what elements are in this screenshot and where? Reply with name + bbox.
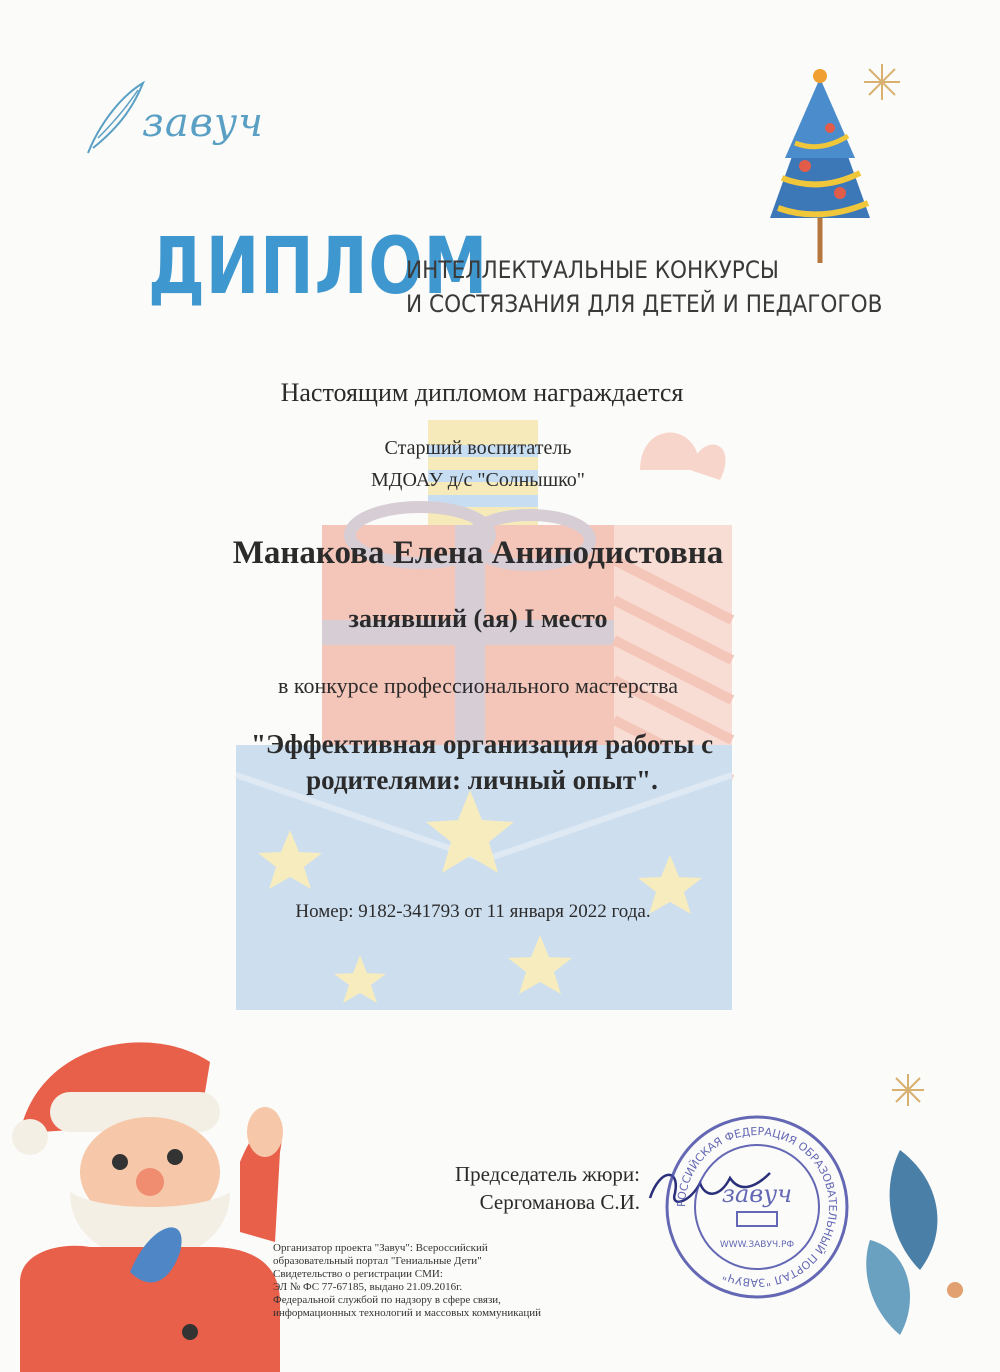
jury-name: Сергоманова С.И.: [479, 1190, 640, 1214]
footer-line-2: образовательный портал "Гениальные Дети": [273, 1255, 482, 1267]
contest-line: в конкурсе профессионального мастерства: [278, 673, 678, 698]
diploma-title: ДИПЛОМ: [148, 222, 489, 312]
subtitle-line-2: И СОСТЯЗАНИЯ ДЛЯ ДЕТЕЙ И ПЕДАГОГОВ: [406, 290, 883, 318]
stamp-ring-text: РОССИЙСКАЯ ФЕДЕРАЦИЯ ОБРАЗОВАТЕЛЬНЫЙ ПОРТАЛ "ЗАВУЧ": [674, 1124, 840, 1290]
contest-topic: [0, 726, 982, 798]
logo-text: завуч: [142, 100, 265, 146]
diploma-subtitle: [406, 253, 882, 321]
stamp-bottom-text: WWW.ЗАВУЧ.РФ: [719, 1240, 795, 1250]
footer-line-4: ЭЛ № ФС 77-67185, выдано 21.09.2016г.: [273, 1281, 463, 1293]
footer-line-1: Организатор проекта "Завуч": Всероссийский: [273, 1242, 488, 1254]
diploma-number: Номер: 9182-341793 от 11 января 2022 года.: [295, 901, 651, 922]
recipient-organization: МДОАУ д/с "Солнышко": [371, 469, 585, 491]
award-line: Настоящим дипломом награждается: [280, 378, 684, 407]
subtitle-line-1: ИНТЕЛЛЕКТУАЛЬНЫЕ КОНКУРСЫ: [406, 256, 779, 284]
recipient-position: Старший воспитатель: [384, 437, 572, 459]
footer-line-3: Свидетельство о регистрации СМИ:: [273, 1268, 443, 1280]
jury-role: Председатель жюри:: [454, 1162, 640, 1186]
place-line: занявший (ая) I место: [348, 604, 608, 633]
recipient-name: Манакова Елена Аниподистовна: [232, 535, 724, 571]
contest-topic-text: "Эффективная организация работы с родителями: личный опыт".: [250, 729, 714, 795]
stamp-center-text: завуч: [721, 1180, 793, 1208]
footer-line-6: информационных технологий и массовых коммуникаций: [273, 1307, 541, 1319]
snowflake-icon: [862, 62, 902, 102]
jury-block: [430, 1160, 640, 1216]
holly-leaves-icon: [860, 1140, 970, 1340]
feather-icon: [78, 78, 148, 158]
snowflake-icon: [890, 1072, 926, 1108]
organizer-footer: [273, 1242, 573, 1320]
footer-line-5: Федеральной службой по надзору в сфере связи,: [273, 1294, 501, 1306]
official-stamp: [662, 1112, 852, 1302]
zavuch-logo: [78, 78, 288, 168]
